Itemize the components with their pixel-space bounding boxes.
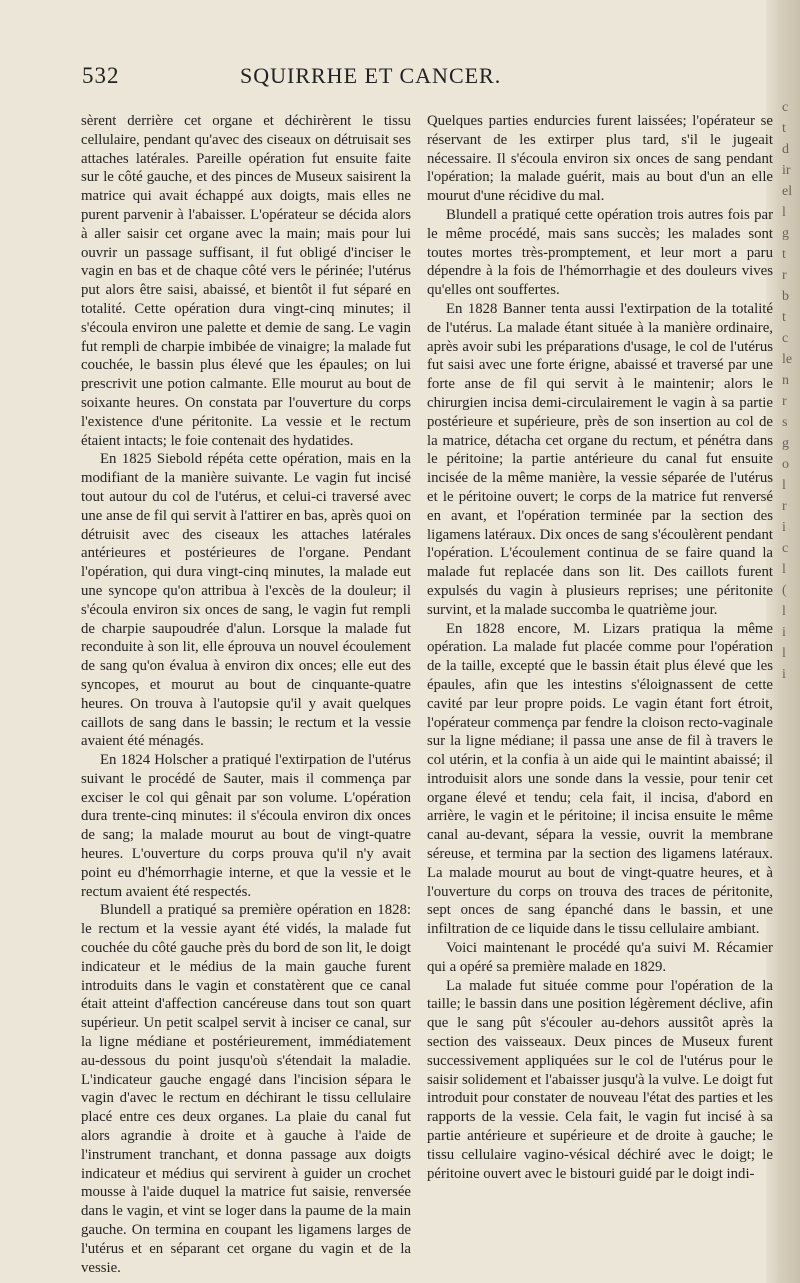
paragraph: En 1825 Siebold répéta cette opération, mais en la modifiant de la manière suivante. Le vagin fut incisé tout autour du col de l'utérus, et celui-ci traversé avec une anse de fil qui servit à l'attirer en bas, après quoi on détruisit avec des ciseaux les attaches latérales antérieures et postérieures de l'organe. Pendant l'opération, qui dura vingt-cinq minutes, la malade eut une syncope qu'on attribua à l'excès de la douleur; il s'écoula environ six onces de sang, le vagin fut rempli de charpie saupoudrée d'alun. Lorsque la malade fut reconduite à son lit, elle éprouva un nouvel écoulement de sang qu'on évalua à environ dix onces; elle eut des syncopes, et mourut au bout de cinquante-quatre heures. On trouva à l'autopsie qu'il y avait quelques caillots de sang dans le bassin; le rectum et la vessie avaient été ménagés. bbox=[81, 451, 411, 750]
edge-fragment: c bbox=[782, 331, 789, 346]
edge-fragment: t bbox=[782, 310, 786, 325]
right-column bbox=[427, 112, 773, 1183]
edge-fragment: d bbox=[782, 142, 789, 157]
edge-fragment: l bbox=[782, 604, 786, 619]
edge-fragment: l bbox=[782, 205, 786, 220]
edge-fragment: s bbox=[782, 415, 788, 430]
paragraph: La malade fut située comme pour l'opération de la taille; le bassin dans une position légèrement déclive, afin que le sang pût s'écouler au-dehors aussitôt après la section des vaisseaux. Deux pinces de Museux furent successivement appliquées sur le col de l'utérus pour le saisir solidement et l'abaisser jusqu'à la vulve. Le doigt fut introduit pour constater de nouveau l'état des parties et les rapports de la vessie. Cela fait, le vagin fut incisé à sa partie antérieure et supérieure et de droite à gauche; le tissu cellulaire vagino-vésical déchiré avec le doigt; le péritoine ouvert avec le bistouri guidé par le doigt indi- bbox=[427, 977, 773, 1182]
edge-fragment: r bbox=[782, 499, 787, 514]
edge-fragment: i bbox=[782, 667, 786, 682]
edge-fragment: c bbox=[782, 100, 789, 115]
edge-fragment: l bbox=[782, 562, 786, 577]
edge-fragment: r bbox=[782, 268, 787, 283]
edge-fragment: el bbox=[782, 184, 793, 199]
edge-fragment: g bbox=[782, 226, 789, 241]
edge-fragment: r bbox=[782, 394, 787, 409]
paragraph: Blundell a pratiqué sa première opération en 1828: le rectum et la vessie ayant été vidés, la malade fut couchée du côté gauche près du bord de son lit, le doigt indicateur et le médius de la main gauche furent introduits dans le vagin et constatèrent que ce canal était atteint d'affection cancéreuse dans tout son quart supérieur. Un petit scalpel servit à inciser ce canal, sur la ligne médiane et postérieurement, immédiatement au-dessous du point jusqu'où s'étendait la maladie. L'indicateur gauche engagé dans l'incision sépara le vagin d'avec le rectum en déchirant le tissu cellulaire placé entre ces deux organes. La plaie du canal fut alors agrandie à droite et à gauche à l'aide de l'instrument tranchant, et donna passage aux doigts indicateur et médius qui servirent à guider un crochet mousse à l'aide duquel la matrice fut saisie, renversée dans le vagin, et vint se loger dans la paume de la main gauche. On termina en coupant les ligamens larges de l'utérus et en séparant cet organe du vagin et de la vessie. bbox=[81, 902, 411, 1276]
edge-fragment: t bbox=[782, 121, 786, 136]
page-number: 532 bbox=[82, 63, 120, 88]
edge-fragment: l bbox=[782, 646, 786, 661]
paragraph: sèrent derrière cet organe et déchirèrent le tissu cellulaire, pendant qu'avec des ciseaux on détruisait ses attaches latérales. Pareille opération fut ensuite faite sur le côté gauche, et des pinces de Museux saisirent la matrice qui avait échappé aux doigts, mais elles ne purent parvenir à l'abaisser. L'opérateur se décida alors à aller saisir cet organe avec la main; mais pour lui ouvrir un passage suffisant, il fut obligé d'inciser le vagin en bas et de chaque côté vers le périnée; l'utérus put alors être saisi, abaissé, et bientôt il fut séparé en totalité. Cette opération dura vingt-cinq minutes; il s'écoula environ une palette et demie de sang. Le vagin fut rempli de charpie imbibée de vinaigre; la malade fut couchée, le bassin plus élevé que les épaules; on lui prescrivit une potion calmante. Elle mourut au bout de soixante heures. On constata par l'ouverture du corps l'existence d'une péritonite. La vessie et le rectum étaient intacts; le foie contenait des hydatides. bbox=[81, 113, 411, 449]
left-column bbox=[81, 112, 411, 1277]
edge-fragment: i bbox=[782, 625, 786, 640]
edge-fragment: b bbox=[782, 289, 789, 304]
edge-fragment: g bbox=[782, 436, 789, 451]
edge-fragment: i bbox=[782, 520, 786, 535]
edge-fragment: ( bbox=[782, 583, 787, 598]
paragraph: Quelques parties endurcies furent laissées; l'opérateur se réservant de les extirper plus tard, s'il le jugeait nécessaire. Il s'écoula environ six onces de sang pendant l'opération; la malade guérit, mais au bout d'un an elle mourut d'une récidive du mal. bbox=[427, 113, 773, 205]
edge-fragment: t bbox=[782, 247, 786, 262]
edge-fragment: le bbox=[782, 352, 793, 367]
running-title: SQUIRRHE ET CANCER. bbox=[240, 63, 502, 88]
paragraph: En 1828 encore, M. Lizars pratiqua la même opération. La malade fut placée comme pour l'opération de la taille, excepté que le bassin était plus élevé que les épaules, afin que les intestins s'éloignassent de cette cavité par leur propre poids. Le vagin étant fort étroit, l'opérateur commença par fendre la cloison recto-vaginale sur la ligne médiane; il passa une anse de fil à travers le col utérin, et la confia à un aide qui le maintint abaissé; il introduisit alors une sonde dans la vessie, pour tenir cet organe élevé et tendu; cela fait, il incisa, d'abord en arrière, le vagin et le péritoine; il incisa ensuite le même canal au-devant, sépara la vessie, ouvrit la membrane séreuse, et termina par la section des ligamens latéraux. La malade mourut au bout de vingt-quatre heures, et à l'ouverture du corps on trouva des traces de péritonite, sept onces de sang épanché dans le bassin, et une infiltration de ce liquide dans le tissu cellulaire ambiant. bbox=[427, 620, 773, 938]
paragraph: Blundell a pratiqué cette opération trois autres fois par le même procédé, mais sans succès; les malades sont toutes mortes très-promptement, et leur mort a paru dépendre à la fois de l'hémorrhagie et des douleurs vives qu'elles ont souffertes. bbox=[427, 206, 773, 299]
paragraph: En 1824 Holscher a pratiqué l'extirpation de l'utérus suivant le procédé de Sauter, mais il commença par exciser le col qui gênait par son volume. L'opération dura trente-cinq minutes: il s'écoula environ dix onces de sang; la malade mourut au bout de vingt-quatre heures. L'ouverture du corps prouva qu'il n'y avait point eu d'hémorrhagie interne, et que la vessie et le rectum avaient été respectés. bbox=[81, 752, 411, 900]
paragraph: En 1828 Banner tenta aussi l'extirpation de la totalité de l'utérus. La malade étant située à la manière ordinaire, après avoir subi les préparations d'usage, le col de l'utérus fut saisi avec une forte érigne, abaissé et traversé par une forte anse de fil qui servit à le maintenir; alors le chirurgien incisa demi-circulairement le vagin à sa partie postérieure et supérieure, près de son insertion au col de la matrice, détacha cet organe du rectum, et pénétra dans le péritoine; la partie antérieure du canal fut ensuite incisée de la même manière, la vessie séparée de l'utérus et le péritoine ouvert; le corps de la matrice fut renversé en avant, et l'opération terminée par la section des ligamens latéraux. Dix onces de sang s'écoulèrent pendant l'opération. L'écoulement continua de se faire quand la malade fut replacée dans son lit. Des caillots furent expulsés du vagin à plusieurs reprises; une péritonite survint, et la malade succomba le quatrième jour. bbox=[427, 300, 773, 618]
edge-fragment: c bbox=[782, 541, 789, 556]
paragraph: Voici maintenant le procédé qu'a suivi M. Récamier qui a opéré sa première malade en 1829. bbox=[427, 940, 773, 975]
edge-fragment: l bbox=[782, 478, 786, 493]
edge-fragment: o bbox=[782, 457, 789, 472]
edge-fragment: ir bbox=[782, 163, 791, 178]
edge-fragment: n bbox=[782, 373, 789, 388]
